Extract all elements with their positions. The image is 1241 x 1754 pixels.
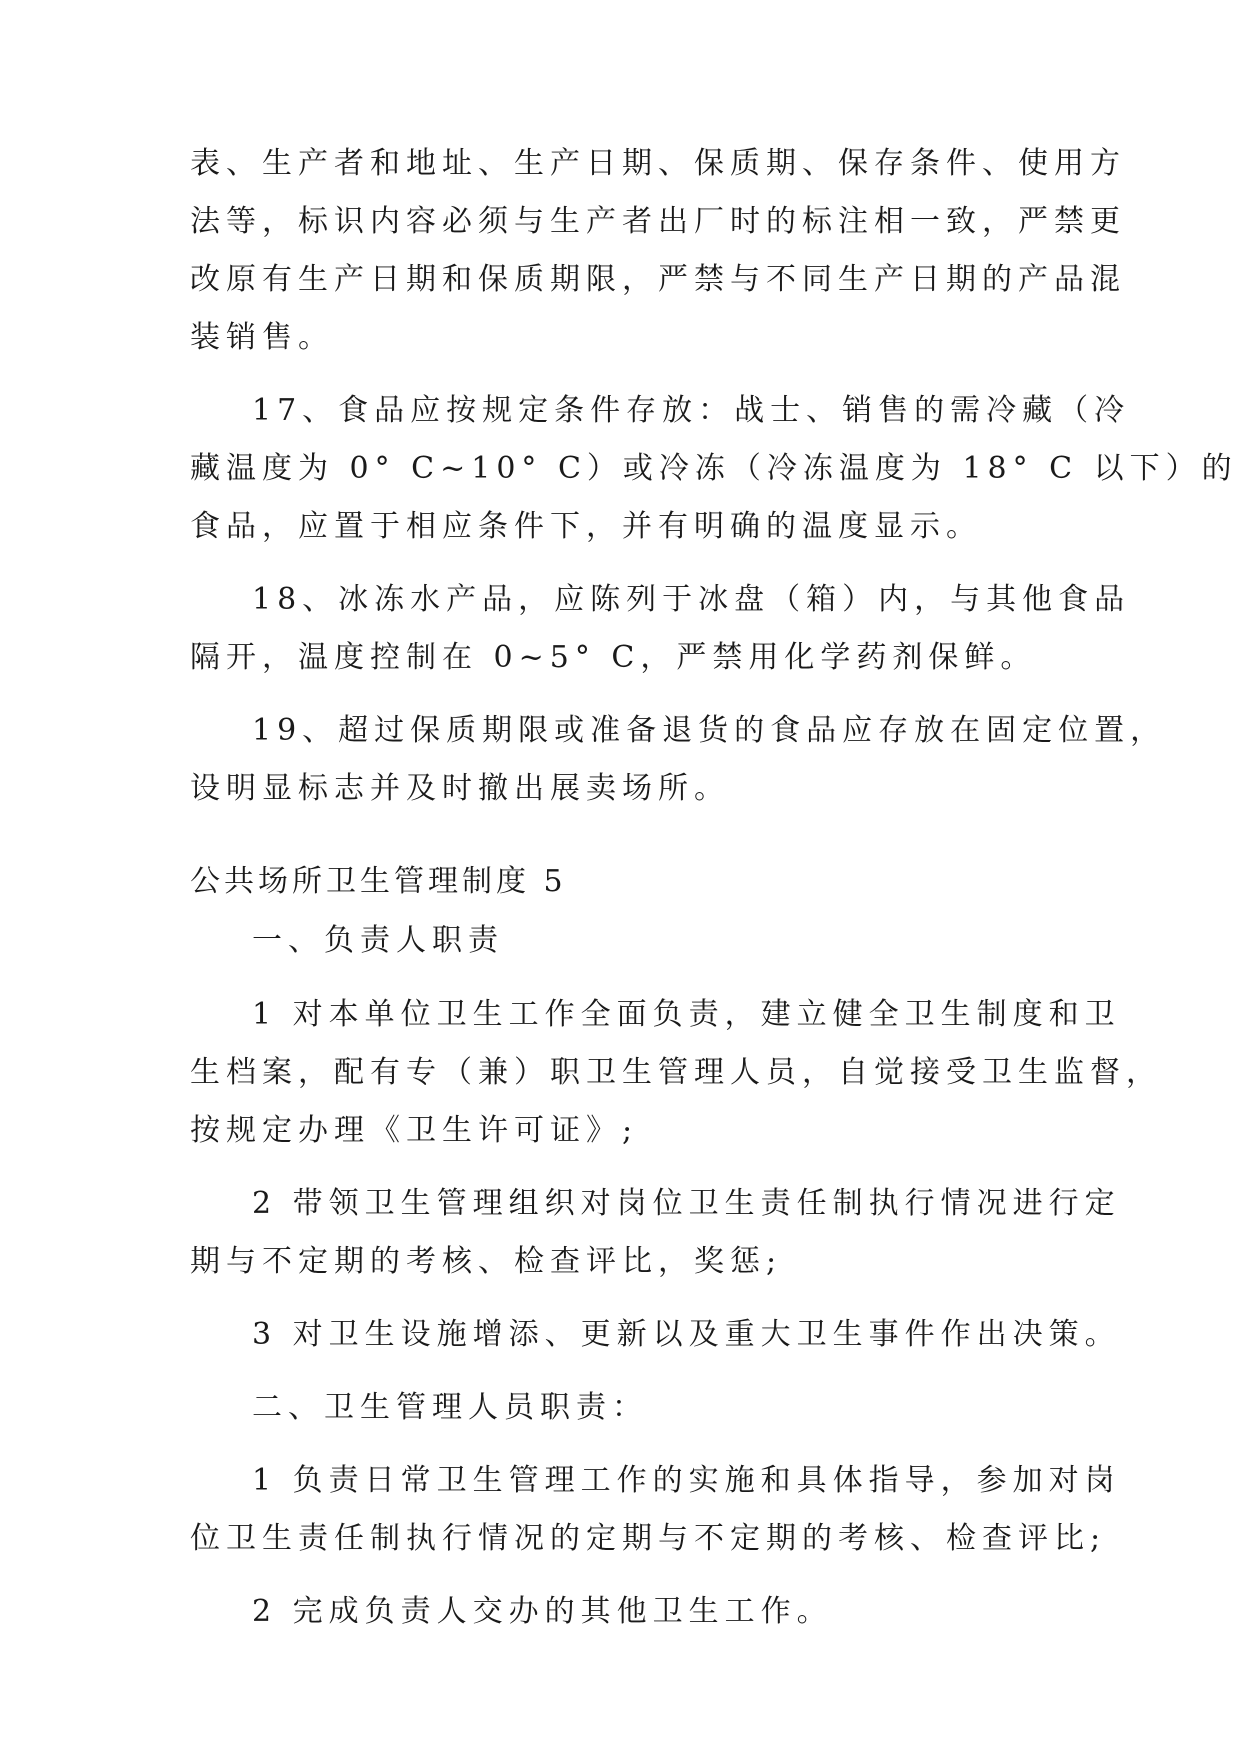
paragraph-line: 藏温度为 0° C~10° C）或冷冻（冷冻温度为 18° C 以下）的 [190, 451, 1238, 486]
paragraph-line: 设明显标志并及时撤出展卖场所。 [190, 771, 730, 806]
paragraph-line: 生档案，配有专（兼）职卫生管理人员，自觉接受卫生监督， [190, 1055, 1162, 1090]
paragraph-line: 2 带领卫生管理组织对岗位卫生责任制执行情况进行定 [252, 1186, 1121, 1221]
paragraph-line: 2 完成负责人交办的其他卫生工作。 [252, 1594, 833, 1629]
paragraph-line: 1 负责日常卫生管理工作的实施和具体指导，参加对岗 [252, 1463, 1121, 1498]
paragraph-line: 隔开，温度控制在 0~5° C，严禁用化学药剂保鲜。 [190, 640, 1037, 675]
paragraph-line: 表、生产者和地址、生产日期、保质期、保存条件、使用方 [190, 146, 1126, 181]
paragraph-line: 食品，应置于相应条件下，并有明确的温度显示。 [190, 509, 982, 544]
paragraph-line: 19、超过保质期限或准备退货的食品应存放在固定位置， [252, 713, 1167, 748]
paragraph-line: 18、冰冻水产品，应陈列于冰盘（箱）内，与其他食品 [252, 582, 1131, 617]
subsection-heading: 一、负责人职责 [252, 923, 504, 958]
paragraph-line: 期与不定期的考核、检查评比，奖惩; [190, 1244, 783, 1279]
paragraph-line: 17、食品应按规定条件存放：战士、销售的需冷藏（冷 [252, 393, 1131, 428]
paragraph-line: 法等，标识内容必须与生产者出厂时的标注相一致，严禁更 [190, 204, 1126, 239]
paragraph-line: 装销售。 [190, 320, 334, 355]
subsection-heading: 二、卫生管理人员职责： [252, 1390, 648, 1425]
section-heading: 公共场所卫生管理制度 5 [190, 864, 567, 899]
paragraph-line: 3 对卫生设施增添、更新以及重大卫生事件作出决策。 [252, 1317, 1121, 1352]
paragraph-line: 按规定办理《卫生许可证》; [190, 1113, 639, 1148]
paragraph-line: 改原有生产日期和保质期限，严禁与不同生产日期的产品混 [190, 262, 1126, 297]
paragraph-line: 1 对本单位卫生工作全面负责，建立健全卫生制度和卫 [252, 997, 1121, 1032]
paragraph-line: 位卫生责任制执行情况的定期与不定期的考核、检查评比; [190, 1521, 1107, 1556]
